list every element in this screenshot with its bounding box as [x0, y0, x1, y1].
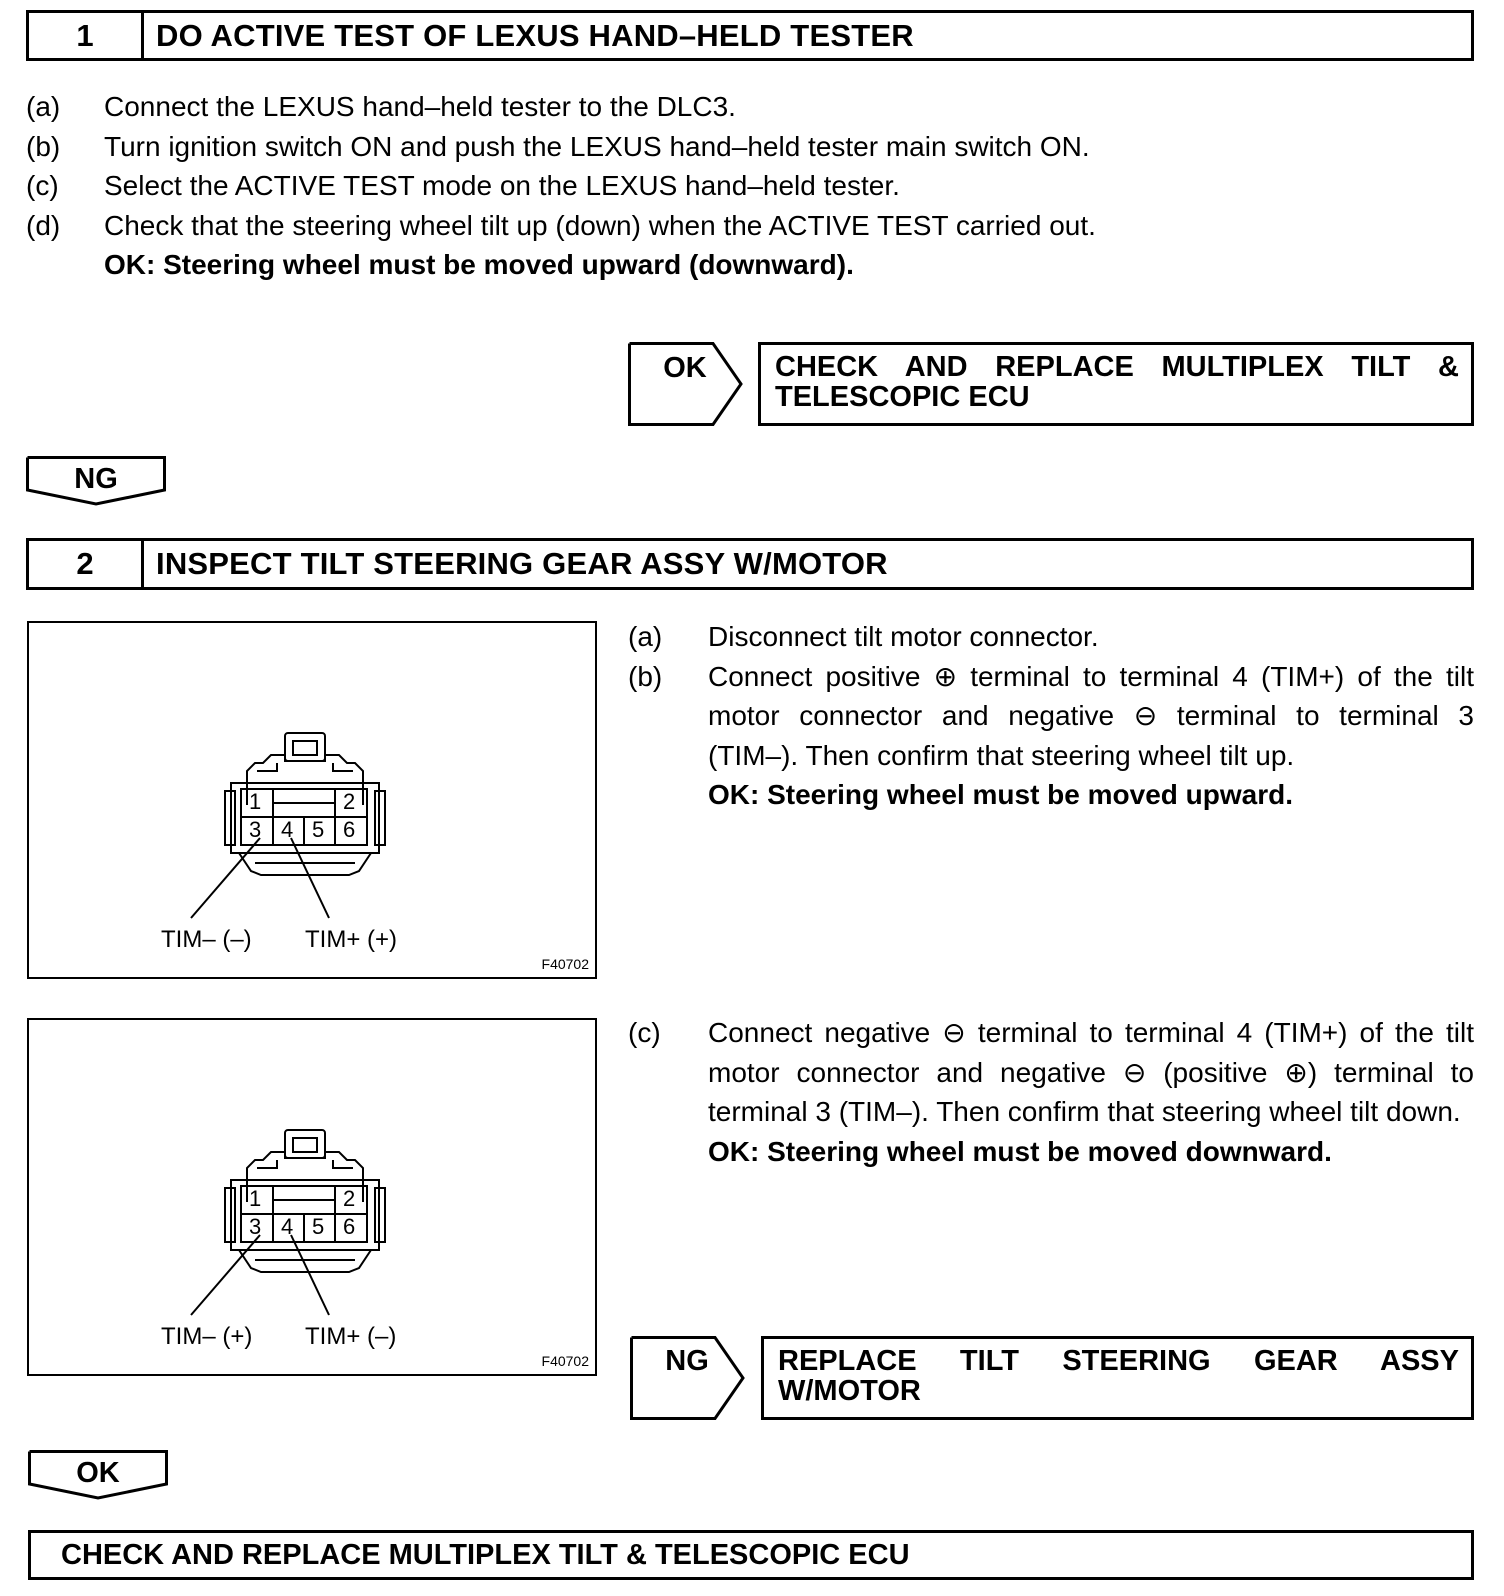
connector-figure-1 — [27, 621, 597, 979]
pin-label: 2 — [343, 1186, 356, 1211]
list-item — [628, 1013, 1474, 1132]
ok-criterion — [26, 245, 1486, 285]
ng-result-box: REPLACE TILT STEERING GEAR ASSY W/MOTOR — [761, 1336, 1474, 1420]
ok-criterion-text: OK: Steering wheel must be moved upward. — [708, 779, 1293, 810]
item-text: Turn ignition switch ON and push the LEXUS hand–held tester main switch ON. — [104, 130, 1090, 162]
step-1-number: 1 — [29, 13, 144, 58]
step-2-number: 2 — [29, 541, 144, 587]
item-text: Connect the LEXUS hand–held tester to the DLC3. — [104, 91, 736, 122]
ng-tag-label: NG — [74, 463, 118, 495]
step-1-title: DO ACTIVE TEST OF LEXUS HAND–HELD TESTER — [156, 17, 914, 53]
ok-criterion-text: OK: Steering wheel must be moved upward (downward). — [104, 249, 854, 280]
ok-tag-label: OK — [663, 352, 707, 384]
pin-label: 2 — [343, 789, 356, 814]
figure-code: F40702 — [541, 1353, 589, 1369]
item-label: (c) — [26, 170, 59, 201]
list-item — [26, 206, 1486, 246]
step-2-instructions-c — [628, 1013, 1474, 1171]
pin-label: 4 — [281, 1214, 294, 1239]
pin-label: 6 — [343, 1214, 356, 1239]
step-2-title: INSPECT TILT STEERING GEAR ASSY W/MOTOR — [156, 546, 888, 581]
ok-criterion — [628, 1132, 1474, 1172]
item-label: (c) — [628, 1017, 661, 1048]
pin-label: 5 — [312, 1214, 325, 1239]
final-action-box — [28, 1530, 1474, 1580]
item-text: Connect positive ⊕ terminal to terminal 4 (TIM+) of the tilt motor connector and negative ⊖ terminal to terminal 3 (TIM–). Then confirm that steering wheel tilt up. — [708, 660, 1474, 771]
item-label: (a) — [628, 621, 663, 652]
list-item — [26, 87, 1486, 127]
ok-tag-label: OK — [76, 1457, 120, 1489]
ng-tag-label: NG — [665, 1345, 709, 1377]
connector-figure-2 — [27, 1018, 597, 1376]
pin-label: 3 — [249, 1214, 262, 1239]
final-action-text: CHECK AND REPLACE MULTIPLEX TILT & TELESCOPIC ECU — [61, 1538, 910, 1571]
ok-criterion-text: OK: Steering wheel must be moved downward. — [708, 1135, 1332, 1167]
pin-label: 1 — [249, 789, 262, 814]
step-2-header — [26, 538, 1474, 590]
list-item — [628, 657, 1474, 776]
ok-result-box: CHECK AND REPLACE MULTIPLEX TILT & TELESCOPIC ECU — [758, 342, 1474, 426]
pin-label: 6 — [343, 817, 356, 842]
step-1-header — [26, 10, 1474, 61]
step-2-instructions-ab — [628, 617, 1474, 815]
item-text: Connect negative ⊖ terminal to terminal 4 (TIM+) of the tilt motor connector and negative ⊖ (positive ⊕) terminal to terminal 3 (TIM–). Then confirm that steering wheel tilt down. — [708, 1017, 1474, 1127]
connector-diagram — [29, 1020, 594, 1373]
terminal-label-right: TIM+ (–) — [305, 1323, 397, 1350]
list-item — [26, 166, 1486, 206]
terminal-label-left: TIM– (+) — [161, 1323, 253, 1350]
item-label: (d) — [26, 209, 61, 241]
item-text: Disconnect tilt motor connector. — [708, 621, 1099, 652]
connector-diagram — [29, 623, 594, 976]
ok-criterion — [628, 775, 1474, 815]
pin-label: 5 — [312, 817, 325, 842]
list-item — [628, 617, 1474, 657]
terminal-label-right: TIM+ (+) — [305, 926, 398, 953]
pin-label: 1 — [249, 1186, 262, 1211]
item-label: (b) — [628, 660, 663, 692]
item-text: Select the ACTIVE TEST mode on the LEXUS hand–held tester. — [104, 170, 900, 201]
pin-label: 3 — [249, 817, 262, 842]
item-label: (b) — [26, 130, 61, 162]
pin-label: 4 — [281, 817, 294, 842]
item-text: Check that the steering wheel tilt up (down) when the ACTIVE TEST carried out. — [104, 209, 1096, 241]
item-label: (a) — [26, 91, 61, 122]
step-1-instructions — [26, 87, 1486, 285]
terminal-label-left: TIM– (–) — [161, 926, 252, 953]
list-item — [26, 127, 1486, 167]
figure-code: F40702 — [541, 956, 589, 972]
